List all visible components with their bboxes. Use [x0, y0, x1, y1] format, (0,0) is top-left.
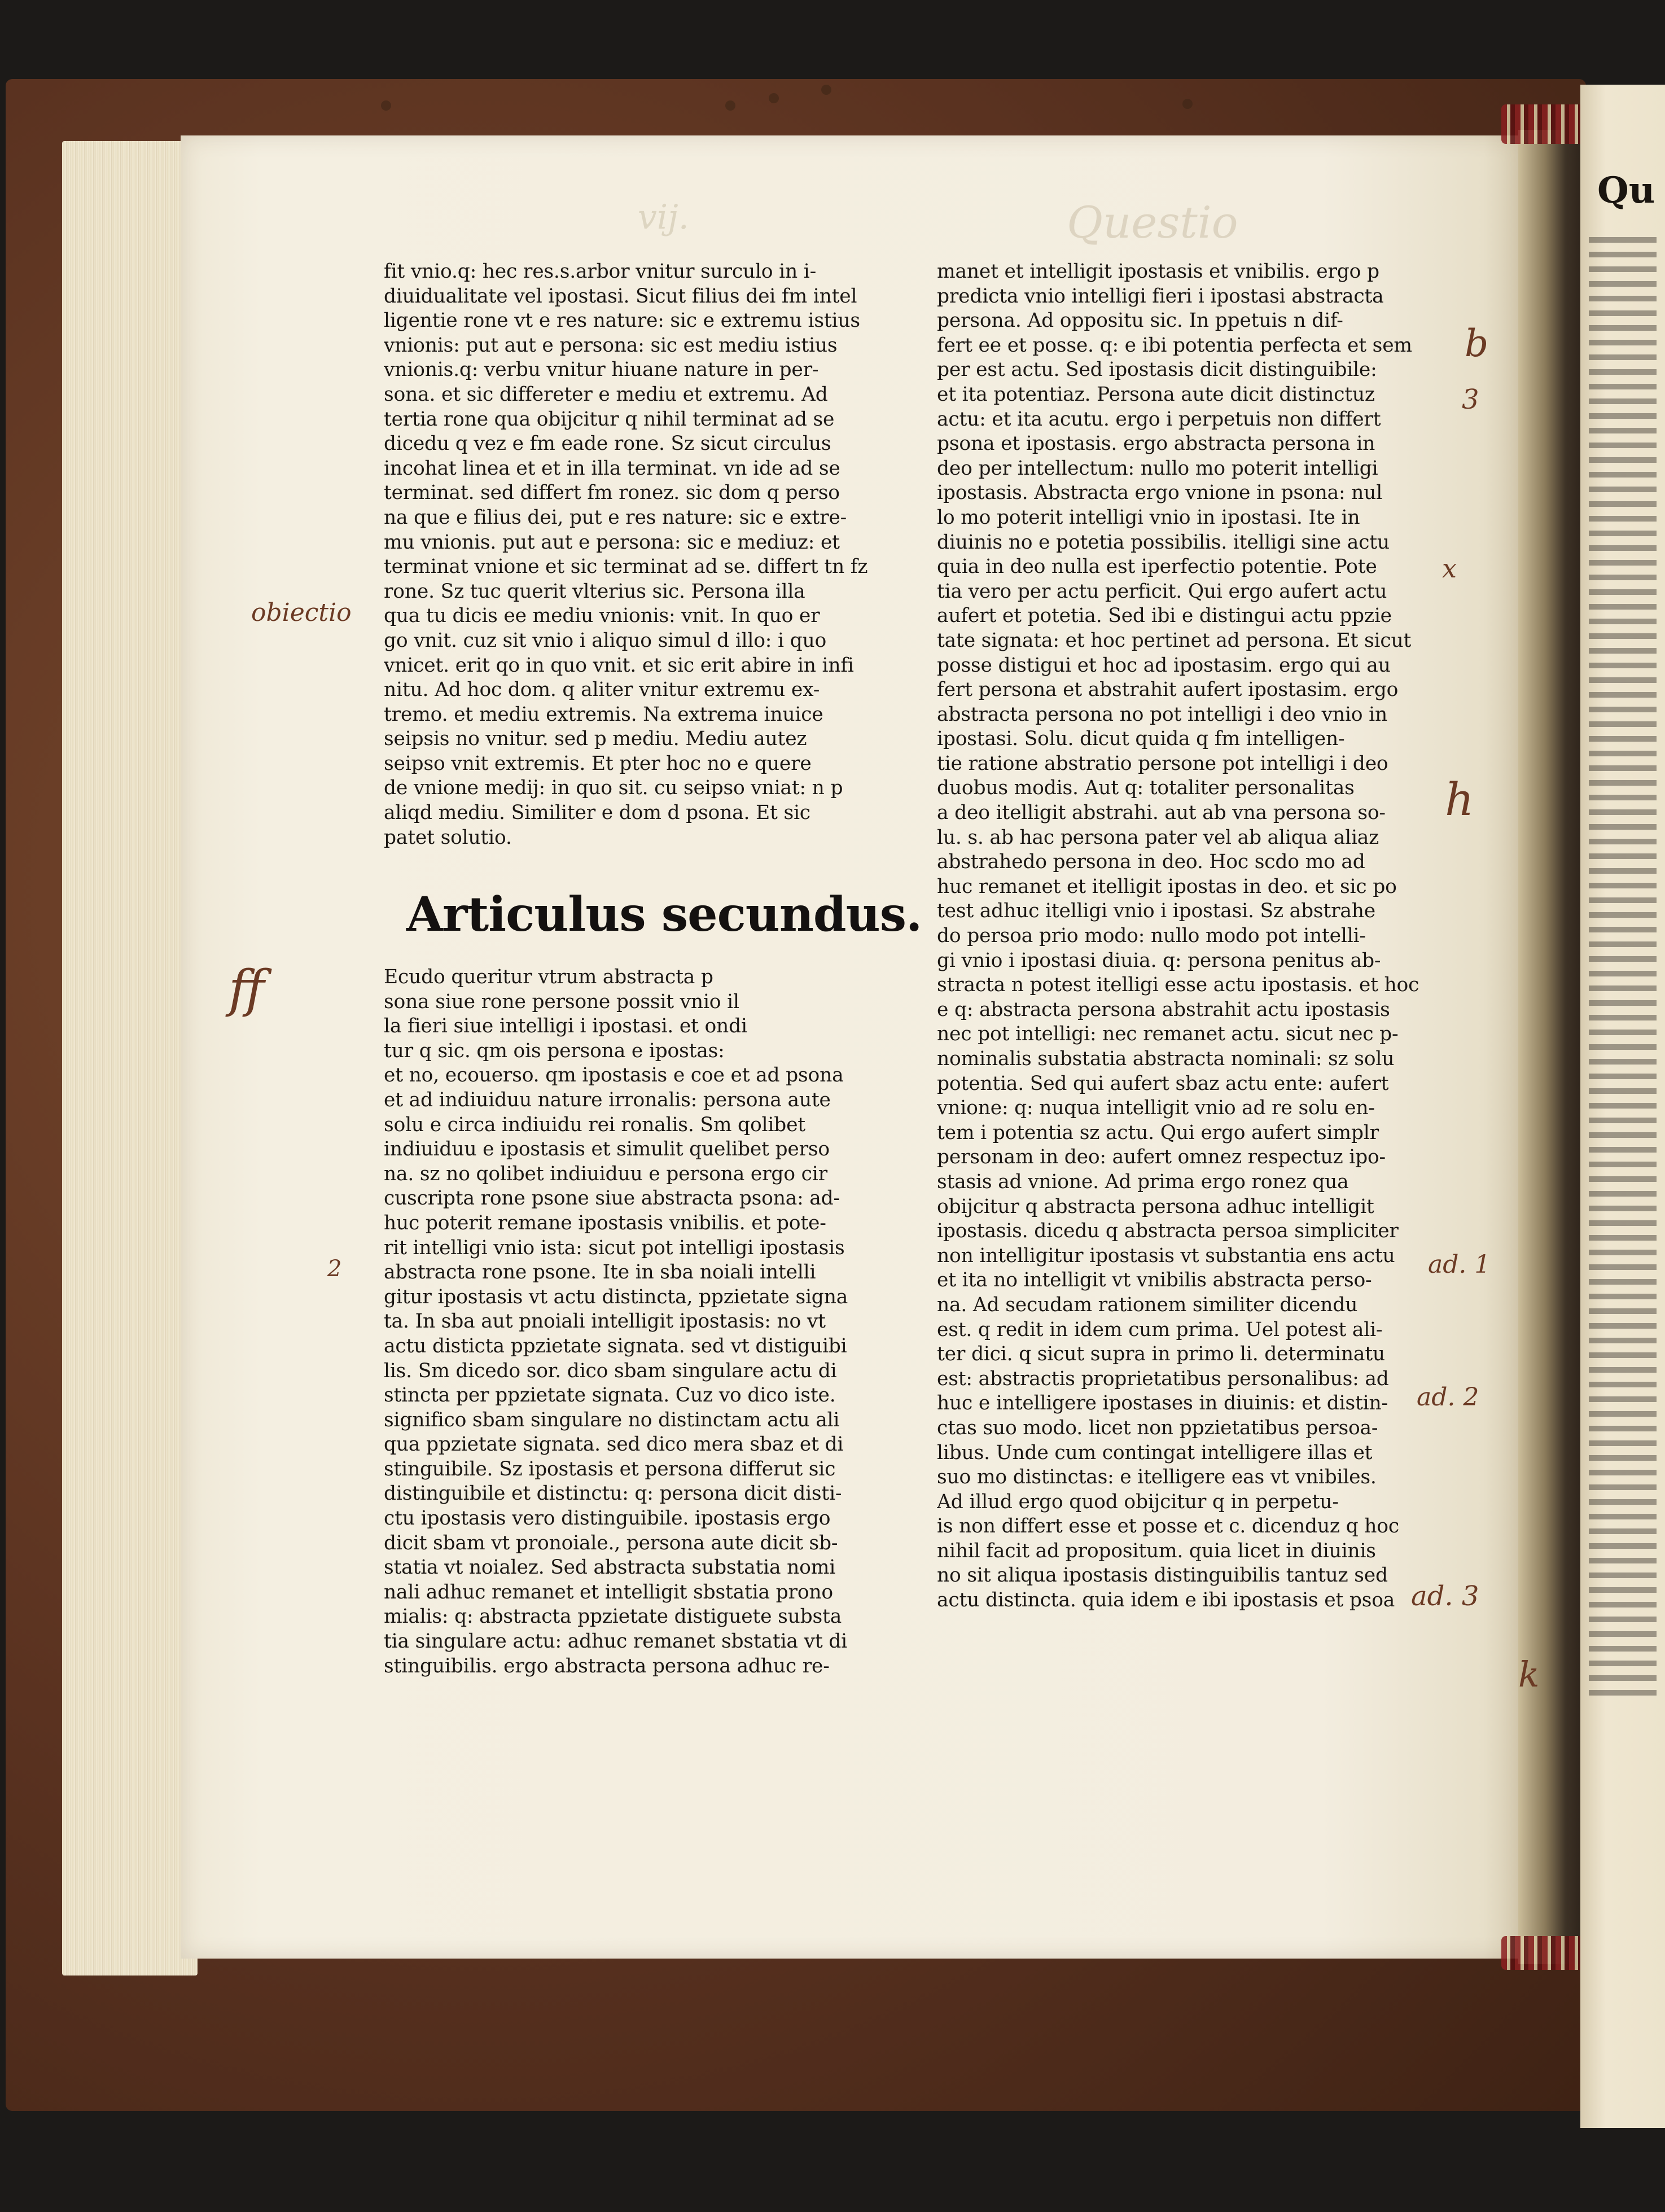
text-line: solu e circa indiuidu rei ronalis. Sm qolibet: [384, 1113, 805, 1136]
text-line: mu vnionis. put aut e persona: sic e mediuz: et: [384, 531, 840, 554]
text-line: patet solutio.: [384, 826, 512, 849]
text-line: ipostasis. Abstracta ergo vnione in psona: nul: [937, 481, 1383, 505]
text-line: lu. s. ab hac persona pater vel ab aliqua aliaz: [937, 826, 1379, 849]
text-line: potentia. Sed qui aufert sbaz actu ente: aufert: [937, 1072, 1389, 1095]
left-column-top: [384, 260, 892, 850]
text-line: na. Ad secudam rationem similiter dicendu: [937, 1293, 1358, 1316]
text-line: nec pot intelligi: nec remanet actu. sicut nec p-: [937, 1023, 1399, 1046]
text-line: ter dici. q sicut supra in primo li. determinatu: [937, 1343, 1385, 1366]
text-line: distinguibile et distinctu: q: persona dicit disti-: [384, 1482, 842, 1505]
text-line: la fieri siue intelligi i ipostasi. et ondi: [384, 1015, 747, 1038]
margin-mark-b: b: [1465, 322, 1489, 365]
text-line: na. sz no qolibet indiuiduu e persona ergo cir: [384, 1162, 827, 1185]
text-line: huc poterit remane ipostasis vnibilis. et pote-: [384, 1211, 826, 1234]
text-line: et no, ecouerso. qm ipostasis e coe et ad psona: [384, 1064, 844, 1087]
text-line: duobus modis. Aut q: totaliter personalitas: [937, 777, 1355, 800]
text-line: tur q sic. qm ois persona e ipostas:: [384, 1039, 725, 1062]
text-line: per est actu. Sed ipostasis dicit distinguibile:: [937, 358, 1377, 382]
text-line: predicta vnio intelligi fieri i ipostasi abstracta: [937, 284, 1384, 308]
text-line: statia vt noialez. Sed abstracta substatia nomi: [384, 1556, 836, 1579]
text-line: quia in deo nulla est iperfectio potentie. Pote: [937, 555, 1377, 579]
text-line: ipostasi. Solu. dicut quida q fm intelligen-: [937, 728, 1345, 751]
text-line: et ita no intelligit vt vnibilis abstracta perso-: [937, 1269, 1372, 1292]
text-line: fert ee et posse. q: e ibi potentia perfecta et sem: [937, 334, 1412, 357]
text-line: stinguibile. Sz ipostasis et persona differut sic: [384, 1457, 836, 1480]
text-line: ctu ipostasis vero distinguibile. ipostasis ergo: [384, 1507, 831, 1530]
margin-mark-k: k: [1518, 1654, 1540, 1695]
text-line: fit vnio.q: hec res.s.arbor vnitur surculo in i-: [384, 260, 817, 283]
text-line: seipsis no vnitur. sed p mediu. Mediu autez: [384, 728, 807, 751]
text-line: vnionis: put aut e persona: sic est mediu istius: [384, 334, 838, 357]
margin-note-ad-2: ad. 2: [1417, 1383, 1479, 1412]
text-line: sona. et sic differeter e mediu et extremu. Ad: [384, 383, 828, 406]
text-line: psona et ipostasis. ergo abstracta persona in: [937, 432, 1375, 455]
text-line: vnione: q: nuqua intelligit vnio ad re solu en-: [937, 1097, 1375, 1120]
text-line: stracta n potest itelligi esse actu ipostasis. et hoc: [937, 974, 1419, 997]
text-line: est: abstractis proprietatibus personalibus: ad: [937, 1367, 1389, 1390]
text-line: rit intelligi vnio ista: sicut pot intelligi ipostasis: [384, 1236, 845, 1259]
text-line: nali adhuc remanet et intelligit sbstatia prono: [384, 1580, 833, 1604]
text-line: ta. In sba aut pnoiali intelligit ipostasis: no vt: [384, 1310, 826, 1333]
text-line: significo sbam singulare no distinctam actu ali: [384, 1408, 840, 1431]
margin-mark-x: x: [1442, 553, 1457, 584]
text-line: sona siue rone persone possit vnio il: [384, 990, 739, 1013]
margin-note-ad-3: ad. 3: [1411, 1580, 1479, 1612]
text-line: is non differt esse et posse et c. dicenduz q hoc: [937, 1515, 1399, 1538]
text-line: test adhuc itelligi vnio i ipostasi. Sz abstrahe: [937, 900, 1375, 923]
text-line: dicit sbam vt pronoiale., persona aute dicit sb-: [384, 1531, 838, 1554]
margin-mark-h: h: [1445, 773, 1474, 826]
right-column: [937, 260, 1445, 1613]
text-line: dicedu q vez e fm eade rone. Sz sicut circulus: [384, 432, 831, 455]
show-through-header: Questio: [1067, 198, 1238, 248]
text-line: posse distigui et hoc ad ipostasim. ergo qui au: [937, 654, 1391, 677]
text-line: indiuiduu e ipostasis et simulit quelibet perso: [384, 1138, 830, 1161]
text-line: huc remanet et itelligit ipostas in deo. et sic po: [937, 875, 1397, 898]
facing-page-head: Qu: [1597, 169, 1655, 212]
text-line: ligentie rone vt e res nature: sic e extremu istius: [384, 309, 860, 332]
text-line: de vnione medij: in quo sit. cu seipso vniat: n p: [384, 777, 843, 800]
text-line: abstracta rone psone. Ite in sba noiali intelli: [384, 1261, 816, 1284]
text-line: obijcitur q abstracta persona adhuc intelligit: [937, 1195, 1374, 1218]
margin-mark-3: 3: [1462, 384, 1479, 415]
text-line: Ad illud ergo quod obijcitur q in perpetu-: [937, 1490, 1339, 1513]
text-line: e q: abstracta persona abstrahit actu ipostasis: [937, 998, 1390, 1021]
wormhole: [769, 93, 779, 103]
text-line: nominalis substatia abstracta nominali: sz solu: [937, 1048, 1395, 1070]
text-line: nihil facit ad propositum. quia licet in diuinis: [937, 1539, 1376, 1562]
show-through-folio: vij.: [638, 198, 689, 237]
text-line: suo mo distinctas: e itelligere eas vt vnibiles.: [937, 1466, 1377, 1489]
text-line: lo mo poterit intelligi vnio in ipostasi. Ite in: [937, 506, 1360, 529]
margin-mark-ff: ff: [229, 960, 265, 1019]
text-line: actu disticta ppzietate signata. sed vt distiguibi: [384, 1334, 847, 1357]
text-line: actu distincta. quia idem e ibi ipostasis et psoa: [937, 1589, 1395, 1612]
text-line: gitur ipostasis vt actu distincta, ppzietate signa: [384, 1285, 848, 1308]
facing-page-text: [1589, 237, 1657, 1705]
text-line: no sit aliqua ipostasis distinguibilis tantuz sed: [937, 1564, 1388, 1587]
text-line: fert persona et abstrahit aufert ipostasim. ergo: [937, 678, 1399, 702]
text-line: libus. Unde cum contingat intelligere illas et: [937, 1441, 1373, 1464]
text-line: aufert et potetia. Sed ibi e distingui actu ppzie: [937, 605, 1392, 628]
text-line: et ita potentiaz. Persona aute dicit distinctuz: [937, 383, 1375, 406]
text-line: aliqd mediu. Similiter e dom d psona. Et sic: [384, 801, 810, 825]
text-line: stinguibilis. ergo abstracta persona adhuc re-: [384, 1654, 830, 1677]
text-line: incohat linea et et in illa terminat. vn ide ad se: [384, 457, 840, 480]
text-line: tremo. et mediu extremis. Na extrema inuice: [384, 703, 823, 726]
text-line: nitu. Ad hoc dom. q aliter vnitur extremu ex-: [384, 678, 820, 702]
article-heading: Articulus secundus.: [406, 886, 922, 942]
text-line: Ecudo queritur vtrum abstracta p: [384, 966, 713, 988]
text-line: vnionis.q: verbu vnitur hiuane nature in per-: [384, 358, 819, 382]
text-line: gi vnio i ipostasi diuia. q: persona penitus ab-: [937, 949, 1381, 972]
text-line: stasis ad vnione. Ad prima ergo ronez qua: [937, 1170, 1349, 1193]
text-line: manet et intelligit ipostasis et vnibilis. ergo p: [937, 260, 1379, 283]
margin-note-objectio: obiectio: [251, 598, 352, 627]
text-line: tia singulare actu: adhuc remanet sbstatia vt di: [384, 1630, 847, 1653]
left-column-bottom: [384, 965, 892, 1679]
text-line: abstrahedo persona in deo. Hoc scdo mo ad: [937, 851, 1365, 874]
text-line: terminat. sed differt fm ronez. sic dom q perso: [384, 481, 840, 505]
text-line: tem i potentia sz actu. Qui ergo aufert simplr: [937, 1121, 1379, 1144]
text-line: rone. Sz tuc querit vlterius sic. Persona illa: [384, 580, 805, 603]
text-line: persona. Ad oppositu sic. In ppetuis n dif-: [937, 309, 1343, 332]
text-line: et ad indiuiduu nature irronalis: persona aute: [384, 1088, 831, 1111]
text-line: a deo itelligit abstrahi. aut ab vna persona so-: [937, 801, 1386, 825]
text-line: cuscripta rone psone siue abstracta psona: ad-: [384, 1187, 840, 1210]
margin-mark-2: 2: [327, 1256, 342, 1282]
text-line: tie ratione abstratio persone pot intelligi i deo: [937, 752, 1388, 775]
margin-note-ad-1: ad. 1: [1428, 1250, 1491, 1279]
text-line: go vnit. cuz sit vnio i aliquo simul d illo: i quo: [384, 629, 827, 652]
text-line: actu: et ita acutu. ergo i perpetuis non differt: [937, 408, 1381, 431]
text-line: qua tu dicis ee mediu vnionis: vnit. In quo er: [384, 605, 820, 628]
wormhole: [821, 85, 831, 95]
text-line: ipostasis. dicedu q abstracta persoa simpliciter: [937, 1220, 1399, 1243]
text-line: huc e intelligere ipostases in diuinis: et distin-: [937, 1392, 1388, 1415]
text-line: tertia rone qua obijcitur q nihil terminat ad se: [384, 408, 835, 431]
text-line: personam in deo: aufert omnez respectuz ipo-: [937, 1146, 1386, 1169]
text-line: tate signata: et hoc pertinet ad persona. Et sicut: [937, 629, 1412, 652]
text-line: abstracta persona no pot intelligi i deo vnio in: [937, 703, 1387, 726]
text-line: ctas suo modo. licet non ppzietatibus persoa-: [937, 1416, 1378, 1439]
wormhole: [725, 100, 735, 111]
text-line: diuinis no e potetia possibilis. itelligi sine actu: [937, 531, 1390, 554]
text-line: tia vero per actu perficit. Qui ergo aufert actu: [937, 580, 1387, 603]
text-line: lis. Sm dicedo sor. dico sbam singulare actu di: [384, 1359, 837, 1382]
text-line: na que e filius dei, put e res nature: sic e extre-: [384, 506, 847, 529]
text-line: diuidualitate vel ipostasi. Sicut filius dei fm intel: [384, 284, 857, 308]
page-edges: [62, 141, 198, 1976]
text-line: non intelligitur ipostasis vt substantia ens actu: [937, 1244, 1395, 1267]
text-line: stincta per ppzietate signata. Cuz vo dico iste.: [384, 1384, 836, 1407]
text-line: terminat vnione et sic terminat ad se. differt tn fz: [384, 555, 868, 579]
wormhole: [381, 100, 391, 111]
text-line: deo per intellectum: nullo mo poterit intelligi: [937, 457, 1378, 480]
text-line: est. q redit in idem cum prima. Uel potest ali-: [937, 1318, 1383, 1341]
text-line: mialis: q: abstracta ppzietate distiguete substa: [384, 1605, 842, 1628]
text-line: vnicet. erit qo in quo vnit. et sic erit abire in infi: [384, 654, 854, 677]
text-line: do persoa prio modo: nullo modo pot intelli-: [937, 925, 1366, 948]
text-line: qua ppzietate signata. sed dico mera sbaz et di: [384, 1433, 844, 1456]
text-line: seipso vnit extremis. Et pter hoc no e quere: [384, 752, 812, 775]
wormhole: [1182, 99, 1193, 109]
